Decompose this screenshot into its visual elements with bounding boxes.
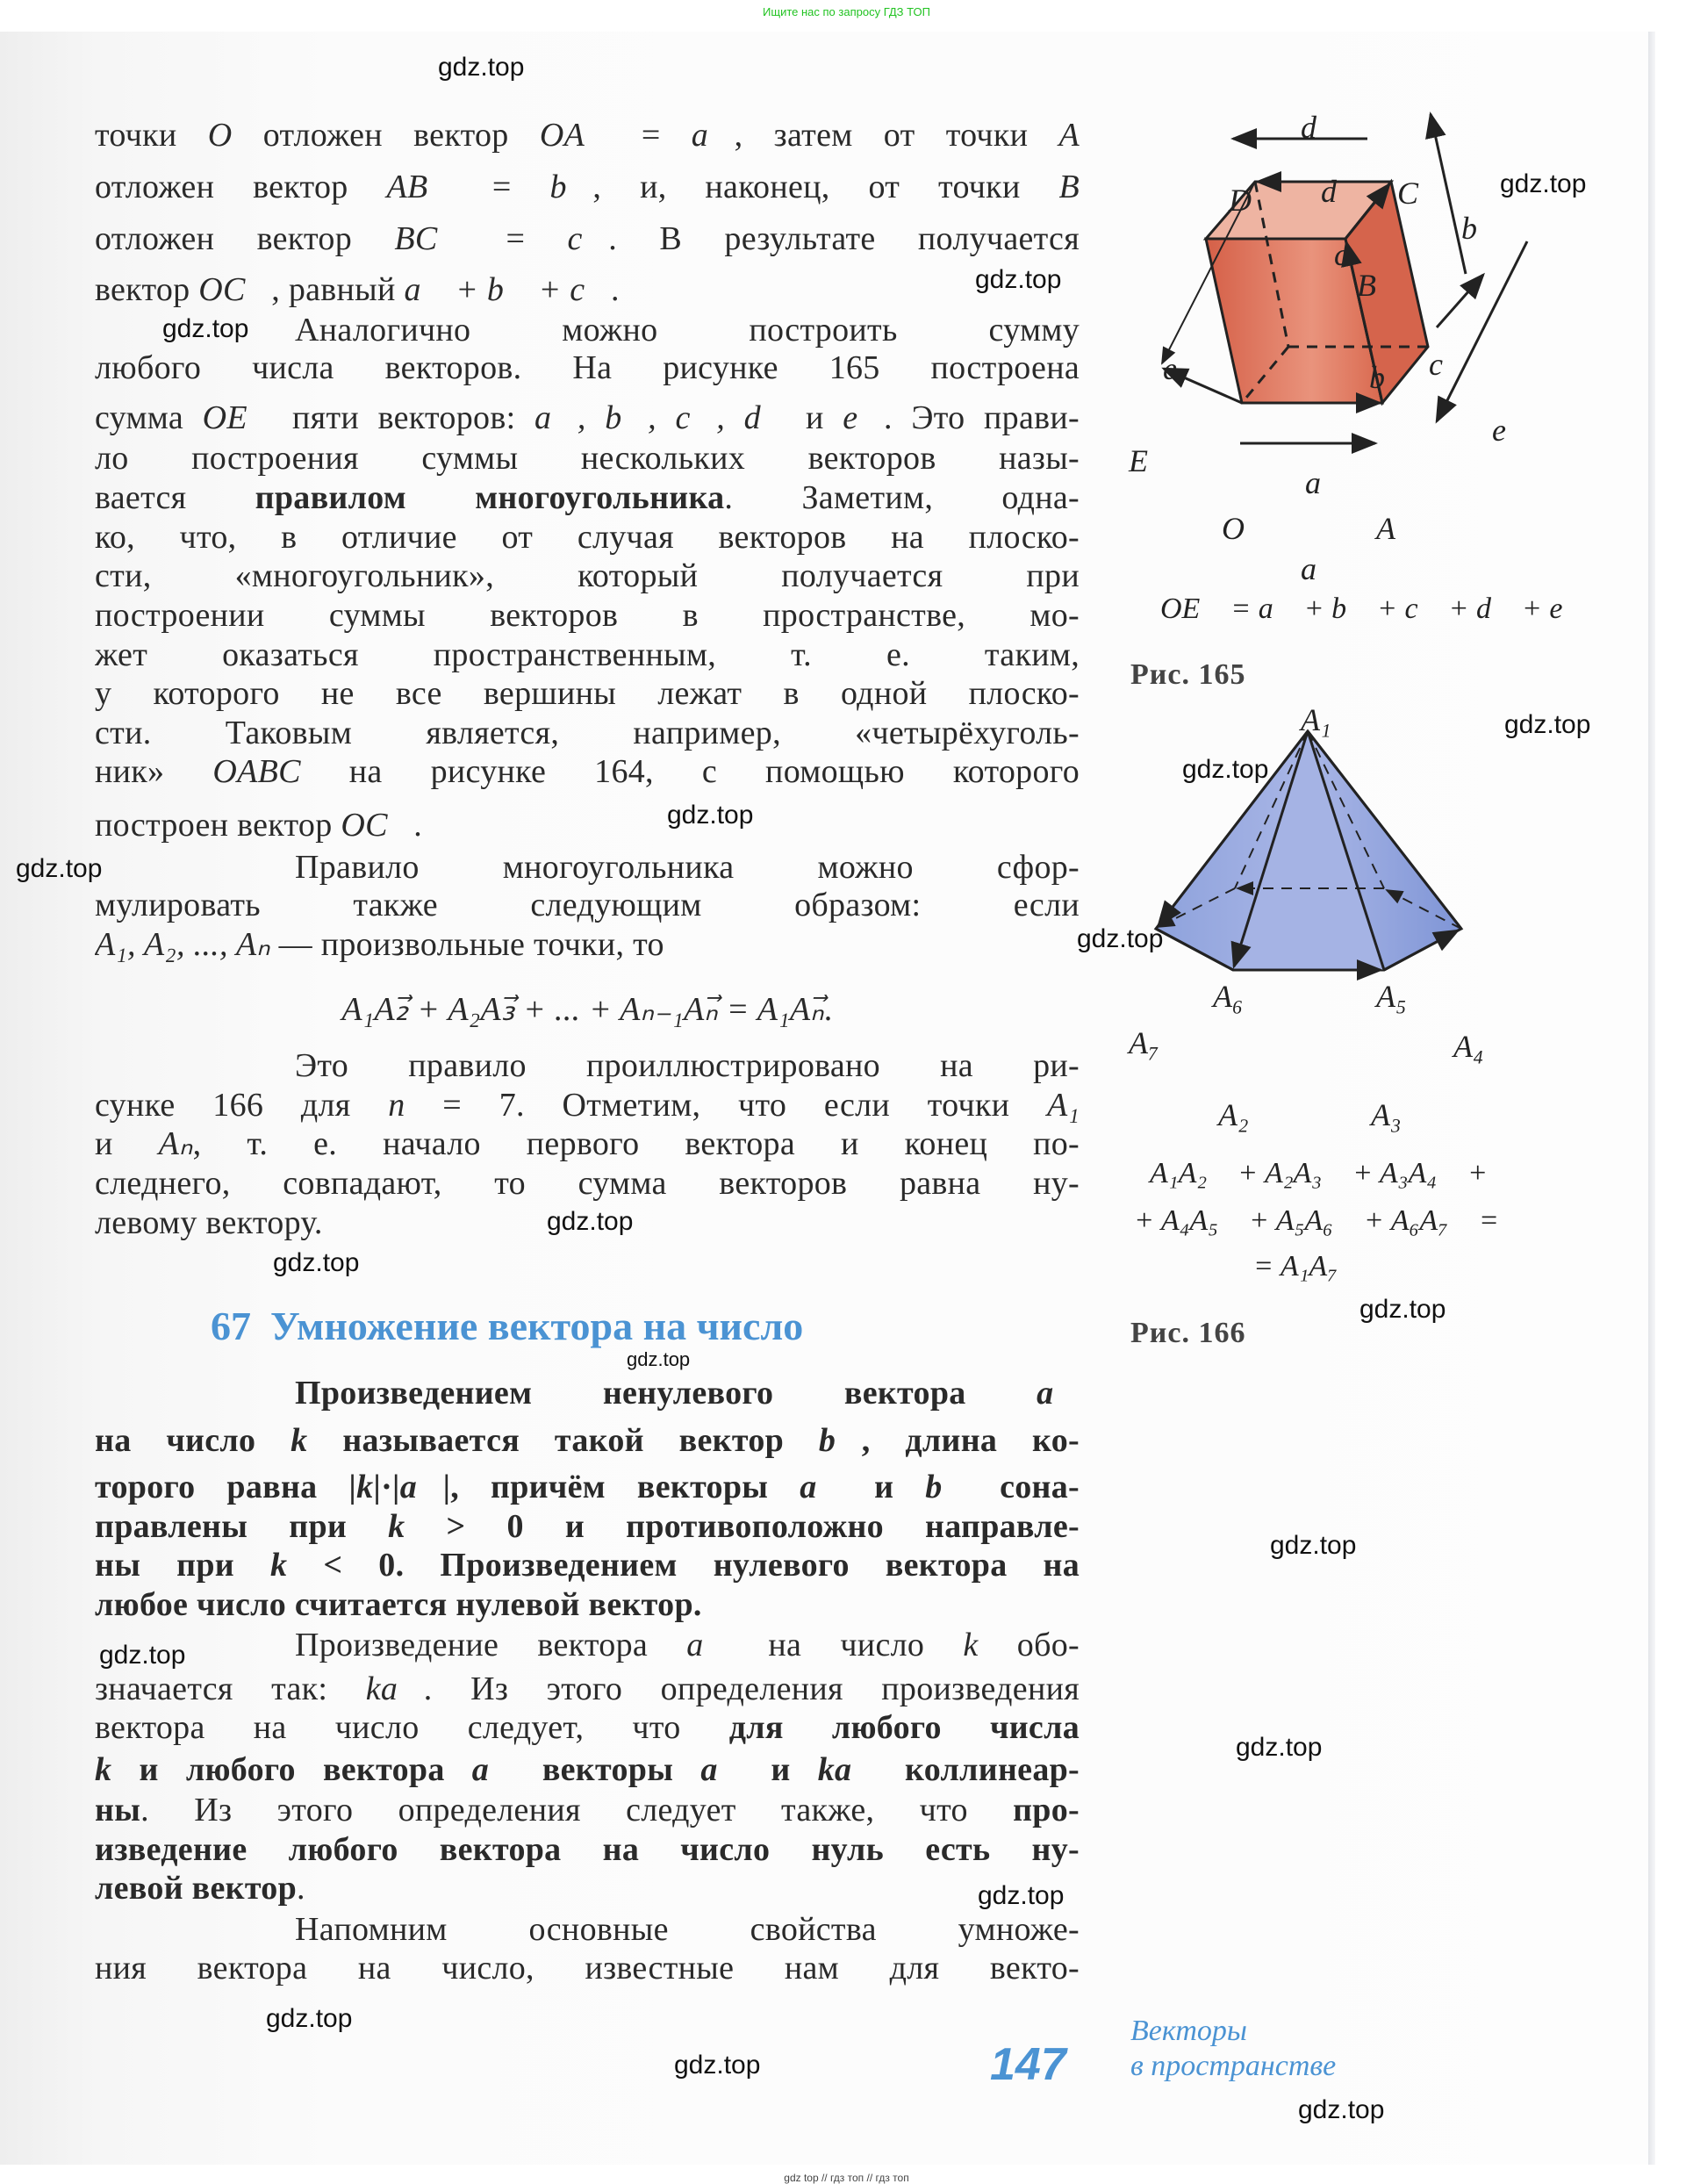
- bottom-banner: gdz top // гдз топ // гдз топ: [784, 2172, 909, 2184]
- watermark: gdz.top: [273, 1248, 360, 1277]
- text-segment: сумма: [95, 399, 203, 436]
- watermark: gdz.top: [99, 1641, 186, 1670]
- watermark: gdz.top: [1077, 924, 1164, 953]
- text-segment: Это правило проиллюстрировано на ри-: [295, 1047, 1080, 1084]
- label-A6: A₆: [1213, 979, 1244, 1014]
- text-segment: ник»: [95, 753, 213, 790]
- text-segment: OC⃗: [341, 807, 414, 844]
- section-title: Умножение вектора на число: [270, 1304, 804, 1348]
- text-segment: k: [95, 1751, 112, 1788]
- text-segment: правлены при: [95, 1508, 389, 1545]
- label-d-free: d⃗: [1301, 110, 1342, 145]
- section-name-line2: в пространстве: [1130, 2050, 1337, 2082]
- figure-165-formula: OE⃗ = a⃗ + b⃗ + c⃗ + d⃗ + e⃗: [1160, 593, 1586, 625]
- text-segment: OC⃗: [198, 271, 272, 308]
- text-segment: любого числа векторов. На рисунке 165 построена: [95, 349, 1080, 386]
- watermark: gdz.top: [266, 2004, 353, 2033]
- text-segment: Aₙ: [158, 1125, 193, 1162]
- label-O: O: [1222, 511, 1245, 546]
- watermark: gdz.top: [978, 1881, 1065, 1910]
- text-segment: A₁A₂⃗ + A₂A₃⃗ + ... + Aₙ₋₁Aₙ⃗ = A₁Aₙ⃗: [341, 991, 824, 1028]
- text-segment: OABC: [212, 753, 301, 790]
- text-segment: b⃗: [925, 1469, 969, 1505]
- label-c: c⃗: [1334, 237, 1373, 272]
- text-segment: и: [743, 1751, 818, 1788]
- watermark: gdz.top: [975, 265, 1062, 294]
- text-segment: ka⃗: [817, 1751, 878, 1788]
- text-segment: торого равна |: [95, 1469, 357, 1505]
- text-segment: , т. е. начало первого вектора и конец по-: [192, 1125, 1080, 1162]
- label-a: a⃗: [1305, 465, 1346, 500]
- text-segment: на число: [95, 1422, 291, 1459]
- text-segment: точки: [95, 117, 208, 154]
- label-e-free: e⃗: [1492, 413, 1531, 448]
- watermark: gdz.top: [627, 1348, 691, 1370]
- label-A7: A₇: [1129, 1025, 1159, 1060]
- label-A3: A₃: [1371, 1097, 1402, 1132]
- watermark: gdz.top: [16, 854, 103, 883]
- figure-166-formula-line1: A₁A₂⃗ + A₂A₃⃗ + A₃A₄⃗ +: [1150, 1157, 1488, 1189]
- text-segment: левому вектору.: [95, 1204, 323, 1241]
- text-segment: изведение любого вектора на число нуль есть ну-: [95, 1831, 1080, 1868]
- text-segment: жет оказаться пространственным, т. е. таким,: [95, 636, 1080, 673]
- text-segment: Правило многоугольника можно сфор-: [295, 849, 1080, 886]
- text-segment: отложен вектор: [95, 220, 395, 257]
- text-segment: Произведением ненулевого вектора: [295, 1375, 1037, 1412]
- label-b: b⃗: [1369, 360, 1410, 395]
- text-segment: любое число считается нулевой вектор.: [95, 1586, 702, 1623]
- text-segment: Аналогично можно построить сумму: [295, 312, 1080, 348]
- label-E: E: [1129, 443, 1148, 478]
- text-segment: .: [413, 807, 423, 844]
- text-segment: отложен вектор: [95, 169, 387, 205]
- text-segment: .: [823, 991, 833, 1028]
- text-segment: a⃗ + b⃗ + c⃗: [404, 271, 611, 308]
- text-segment: Напомним основные свойства умноже-: [295, 1911, 1080, 1948]
- text-segment: сти. Таковым является, например, «четырёхуголь-: [95, 715, 1080, 751]
- text-segment: векторы: [514, 1751, 701, 1788]
- page-number: 147: [990, 2039, 1066, 2090]
- text-segment: обо-: [978, 1627, 1080, 1663]
- text-segment: сти, «многоугольник», который получается при: [95, 557, 1080, 594]
- text-segment: BC⃗: [394, 220, 464, 257]
- text-segment: отложен вектор: [232, 117, 540, 154]
- text-segment: e⃗: [843, 399, 884, 436]
- label-b-free: b⃗: [1461, 211, 1503, 246]
- text-segment: . В результате получается: [608, 220, 1080, 257]
- text-segment: значается так:: [95, 1670, 366, 1707]
- free-vector-b: [1431, 114, 1466, 274]
- text-segment: k: [356, 1469, 374, 1505]
- text-segment: > 0 и противоположно направле-: [405, 1508, 1080, 1545]
- text-segment: и любого вектора: [111, 1751, 472, 1788]
- text-segment: OE⃗: [202, 399, 274, 436]
- text-segment: . Заметим, одна-: [724, 479, 1080, 516]
- section-number: 67: [211, 1304, 251, 1348]
- text-segment: . Это прави-: [883, 399, 1080, 436]
- text-segment: у которого не все вершины лежат в одной плоско-: [95, 675, 1080, 712]
- text-segment: k: [963, 1627, 979, 1663]
- label-A5: A₅: [1376, 979, 1407, 1014]
- text-segment: k: [291, 1422, 308, 1459]
- text-segment: вектора на число следует, что: [95, 1709, 729, 1746]
- text-segment: на рисунке 164, с помощью которого: [300, 753, 1080, 790]
- text-segment: b⃗: [818, 1422, 862, 1459]
- text-segment: . Из этого определения произведения: [423, 1670, 1080, 1707]
- watermark: gdz.top: [1182, 755, 1269, 784]
- text-segment: , затем от точки: [734, 117, 1059, 154]
- text-segment: a⃗: [471, 1751, 515, 1788]
- section-name-line1: Векторы: [1130, 2015, 1247, 2047]
- text-segment: и: [95, 1125, 159, 1162]
- label-a-free: a⃗: [1301, 551, 1342, 586]
- text-segment: a⃗: [700, 1751, 744, 1788]
- text-segment: O: [207, 117, 233, 154]
- watermark: gdz.top: [1270, 1531, 1357, 1560]
- text-segment: левой вектор: [95, 1870, 298, 1907]
- text-segment: =: [454, 169, 550, 205]
- free-vector-e: [1437, 241, 1527, 421]
- text-segment: =: [610, 117, 692, 154]
- watermark: gdz.top: [667, 801, 754, 830]
- text-segment: |·|: [373, 1469, 400, 1505]
- text-segment: a⃗: [399, 1469, 443, 1505]
- text-segment: a⃗: [800, 1469, 843, 1505]
- text-segment: .: [610, 271, 620, 308]
- text-segment: называется такой вектор: [307, 1422, 819, 1459]
- label-d: d⃗: [1321, 174, 1362, 209]
- text-segment: ны: [95, 1792, 141, 1828]
- watermark: gdz.top: [162, 314, 249, 343]
- text-segment: пяти векторов:: [273, 399, 535, 436]
- text-segment: коллинеар-: [877, 1751, 1080, 1788]
- text-segment: k: [388, 1508, 405, 1545]
- top-banner: Ищите нас по запросу ГДЗ ТОП: [763, 5, 930, 18]
- watermark: gdz.top: [674, 2051, 761, 2080]
- text-segment: ны при: [95, 1547, 271, 1584]
- text-segment: на число: [729, 1627, 964, 1663]
- text-segment: сона-: [968, 1469, 1080, 1505]
- text-segment: ka⃗: [365, 1670, 424, 1707]
- text-segment: b⃗: [549, 169, 593, 205]
- watermark: gdz.top: [1298, 2095, 1385, 2124]
- label-C: C: [1397, 176, 1419, 211]
- text-segment: построен вектор: [95, 807, 341, 844]
- label-A: A: [1376, 511, 1395, 546]
- text-segment: , равный: [271, 271, 405, 308]
- text-segment: a⃗, b⃗, c⃗, d⃗: [534, 399, 787, 436]
- text-segment: построении суммы векторов в пространстве, мо-: [95, 597, 1080, 634]
- text-segment: =: [463, 220, 568, 257]
- text-segment: мулировать также следующим образом: если: [95, 887, 1080, 923]
- text-segment: A: [1058, 117, 1080, 154]
- figure-165-caption: Рис. 165: [1130, 658, 1246, 691]
- text-segment: и: [843, 1469, 926, 1505]
- text-segment: A₁: [1046, 1087, 1080, 1124]
- figure-166-formula-line3: = A₁A₇⃗: [1253, 1250, 1361, 1282]
- free-vector-c: [1437, 275, 1483, 327]
- text-segment: a⃗: [691, 117, 735, 154]
- text-segment: . Из этого определения следует также, что: [140, 1792, 1014, 1828]
- text-segment: A₁, A₂, ..., Aₙ: [95, 926, 270, 963]
- text-segment: < 0. Произведением нулевого вектора на: [287, 1547, 1080, 1584]
- text-segment: Произведение вектора: [295, 1627, 687, 1663]
- text-segment: k: [270, 1547, 288, 1584]
- label-B: B: [1357, 268, 1376, 303]
- text-segment: и: [786, 399, 843, 436]
- figure-165-parallelepiped: [1162, 114, 1527, 443]
- watermark: gdz.top: [1500, 169, 1587, 198]
- text-segment: следнего, совпадают, то сумма векторов равна ну-: [95, 1165, 1080, 1202]
- watermark: gdz.top: [1359, 1295, 1446, 1324]
- figure-166-formula-line2: + A₄A₅⃗ + A₅A₆⃗ + A₆A₇⃗ =: [1134, 1204, 1499, 1237]
- text-segment: сунке 166 для: [95, 1087, 389, 1124]
- text-segment: |, причём векторы: [442, 1469, 800, 1505]
- text-segment: a⃗: [1037, 1375, 1080, 1412]
- text-segment: B: [1058, 169, 1080, 205]
- text-segment: OA⃗: [539, 117, 611, 154]
- text-segment: , и, наконец, от точки: [592, 169, 1059, 205]
- label-e: e⃗: [1163, 351, 1202, 386]
- text-segment: про-: [1013, 1792, 1080, 1828]
- text-segment: n: [388, 1087, 405, 1124]
- running-section-title: [1130, 2014, 1336, 2084]
- text-segment: ния вектора на число, известные нам для векто-: [95, 1950, 1080, 1986]
- label-D: D: [1229, 183, 1252, 218]
- label-A1: A₁: [1301, 702, 1331, 737]
- text-segment: вается: [95, 479, 255, 516]
- label-A2: A₂: [1218, 1097, 1249, 1132]
- label-A4: A₄: [1453, 1029, 1484, 1064]
- figure-166-caption: Рис. 166: [1130, 1317, 1246, 1349]
- text-segment: c⃗: [567, 220, 609, 257]
- watermark: gdz.top: [438, 53, 525, 82]
- text-segment: вектор: [95, 271, 199, 308]
- text-segment: a⃗: [686, 1627, 730, 1663]
- text-segment: = 7. Отметим, что если точки: [405, 1087, 1047, 1124]
- text-segment: для любого числа: [728, 1709, 1080, 1746]
- watermark: gdz.top: [547, 1207, 634, 1236]
- label-c-free: c⃗: [1429, 347, 1467, 382]
- text-segment: — произвольные точки, то: [269, 926, 664, 963]
- text-segment: ло построения суммы нескольких векторов назы-: [95, 440, 1080, 477]
- watermark: gdz.top: [1504, 710, 1591, 739]
- watermark: gdz.top: [1236, 1733, 1323, 1762]
- text-segment: правилом многоугольника: [255, 479, 725, 516]
- text-segment: , длина ко-: [861, 1422, 1080, 1459]
- text-segment: ко, что, в отличие от случая векторов на плоско-: [95, 519, 1080, 556]
- text-segment: AB⃗: [386, 169, 455, 205]
- text-segment: .: [297, 1870, 305, 1907]
